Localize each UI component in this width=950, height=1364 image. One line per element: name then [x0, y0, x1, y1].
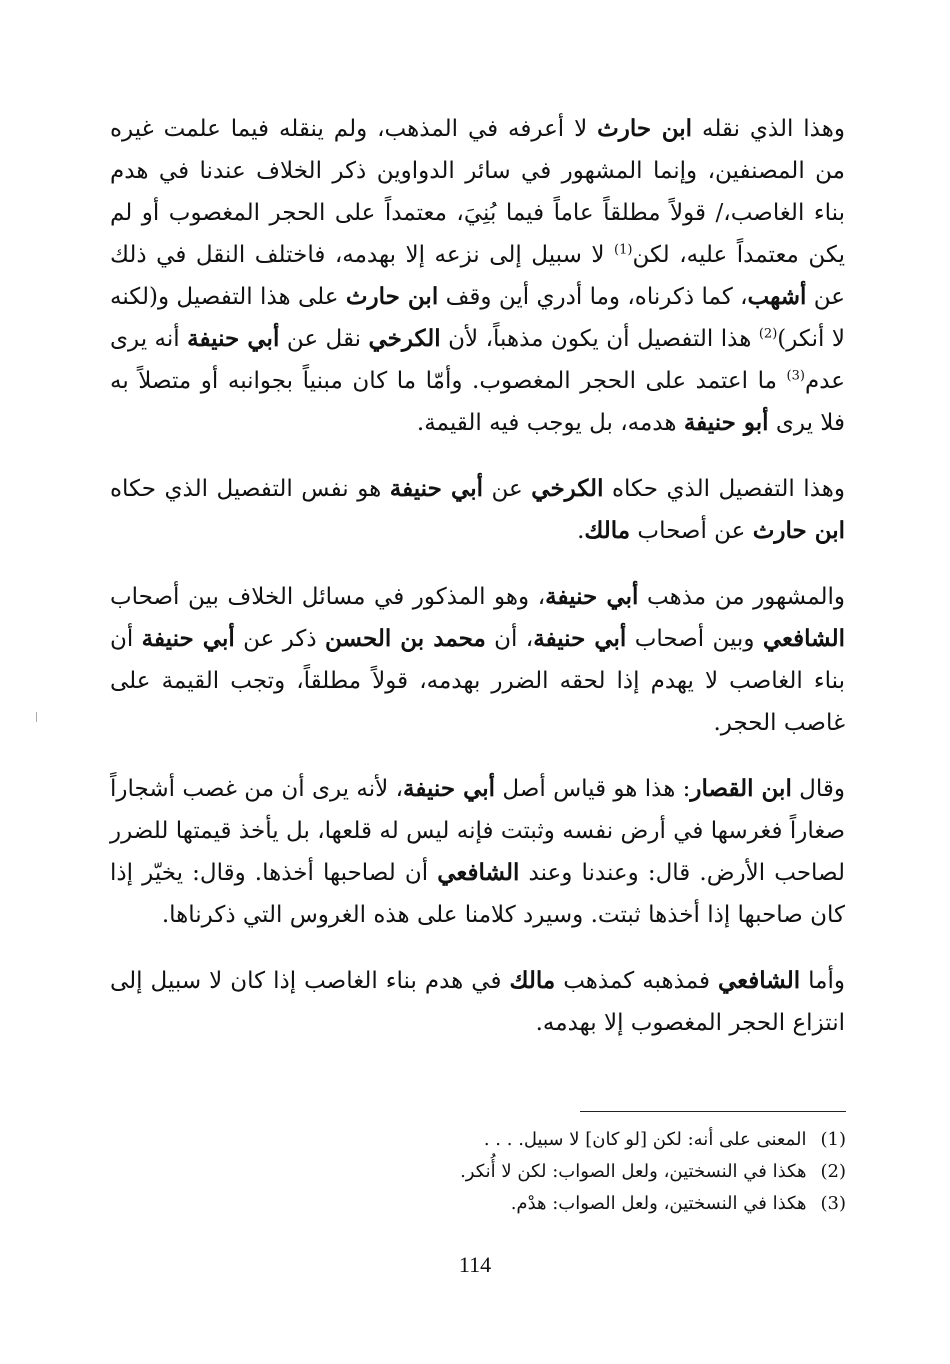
name-bold: ابن القصار [690, 775, 792, 802]
text-run: والمشهور من مذهب [638, 584, 846, 610]
footnote-ref: (1) [614, 242, 633, 258]
name-bold: مالك [509, 967, 556, 994]
text-run: وهذا التفصيل الذي حكاه [603, 476, 845, 502]
text-run: في هدم بناء الغاصب إذا كان لا سبيل إلى انتزاع الحجر المغصوب إلا بهدمه. [110, 968, 845, 1036]
footnote-ref: (3) [786, 368, 805, 384]
text-run: أن بناء الغاصب لا يهدم إذا لحقه الضرر بهدمه، قولاً مطلقاً، وتجب القيمة على غاصب الحجر. [110, 626, 845, 736]
footnotes [460, 1124, 846, 1220]
footnote-3 [460, 1188, 846, 1220]
text-run: على هذا التفصيل و(لكنه لا أنكر) [110, 284, 846, 352]
footnote-text: المعنى على أنه: لكن [لو كان] لا سبيل. . . . [483, 1129, 807, 1150]
text-run: ما اعتمد على الحجر المغصوب. وأمّا ما كان مبنياً بجوانبه أو متصلاً به فلا يرى [110, 368, 845, 436]
footnote-2 [460, 1156, 846, 1188]
paragraph [110, 468, 845, 552]
paragraph [110, 108, 845, 444]
text-run: هذا التفصيل أن يكون مذهباً، لأن [440, 326, 759, 352]
footnote-text: هكذا في النسختين، ولعل الصواب: هدْم. [510, 1193, 807, 1214]
name-bold: أبي حنيفة [187, 325, 280, 352]
text-run: ، أن [485, 626, 534, 652]
text-run: لا أعرفه في المذهب، ولم ينقله فيما علمت غيره من المصنفين، وإنما المشهور في سائر الدواوين ذكر الخلاف عندنا في هدم بناء الغاصب،/ قولاً مطلقاً عاماً فيما بُنِيَ، معتمداً على الحجر المغصوب أو لم يكن معتمداً عليه، لكن [110, 116, 845, 268]
name-bold: ابن حارث [597, 115, 693, 142]
footnote-number: (2) [820, 1161, 846, 1182]
paragraph [110, 960, 845, 1044]
name-bold: أبي حنيفة [141, 625, 235, 652]
text-run: نقل عن [279, 326, 369, 352]
text-run: هو نفس التفصيل الذي حكاه [110, 476, 390, 502]
name-bold: أبو حنيفة [683, 409, 769, 436]
text-run: : هذا هو قياس أصل [495, 776, 691, 802]
text-run: وقال [791, 776, 845, 802]
name-bold: أبي حنيفة [545, 583, 639, 610]
name-bold: محمد بن الحسن [324, 625, 486, 652]
text-run: عن [482, 476, 532, 502]
footnote-text: هكذا في النسختين، ولعل الصواب: لكن لا أُنكر. [460, 1161, 807, 1182]
text-run: ، لأنه يرى أن من غصب أشجاراً صغاراً فغرسها في أرض نفسه وثبتت فإنه ليس له قلعها، بل يأخذ قيمتها للضرر لصاحب الأرض. قال: وعندنا وعند [110, 776, 845, 886]
footnote-1 [460, 1124, 846, 1156]
name-bold: ابن حارث [345, 283, 439, 310]
text-run: فمذهبه كمذهب [555, 968, 718, 994]
footnote-number: (3) [820, 1193, 846, 1214]
name-bold: الكرخي [531, 475, 604, 502]
scan-mark [36, 712, 37, 722]
name-bold: ابن حارث [752, 517, 845, 544]
name-bold: الشافعي [762, 625, 845, 652]
page-number: 114 [458, 1252, 492, 1277]
footnote-separator [580, 1111, 846, 1112]
name-bold: أبي حنيفة [533, 625, 627, 652]
page-body [110, 108, 845, 1044]
text-run: ، كما ذكرناه، وما أدري أين وقف [438, 284, 748, 310]
text-run: وهذا الذي نقله [692, 116, 845, 142]
text-run: ذكر عن [234, 626, 325, 652]
text-run: أن لصاحبها أخذها. وقال: يخيّر إذا كان صاحبها إذا أخذها ثبتت. وسيرد كلامنا على هذه الغروس التي ذكرناها. [110, 860, 845, 928]
name-bold: أشهب [747, 283, 807, 310]
text-run: عن أصحاب [630, 518, 753, 544]
name-bold: مالك [584, 517, 631, 544]
paragraph [110, 768, 845, 936]
text-run: لا سبيل إلى نزعه إلا بهدمه، فاختلف النقل في ذلك عن [110, 242, 845, 310]
text-run: هدمه، بل يوجب فيه القيمة. [416, 410, 684, 436]
name-bold: الشافعي [437, 859, 520, 886]
footnote-number: (1) [820, 1129, 846, 1150]
name-bold: أبي حنيفة [389, 475, 483, 502]
text-run: . [577, 518, 585, 544]
text-run: ، وهو المذكور في مسائل الخلاف بين أصحاب [110, 584, 546, 610]
name-bold: الكرخي [368, 325, 441, 352]
text-run: أنه يرى عدم [110, 326, 845, 394]
paragraph [110, 576, 845, 744]
text-run: وأما [800, 968, 845, 994]
name-bold: الشافعي [717, 967, 801, 994]
footnote-ref: (2) [758, 326, 778, 342]
text-run: وبين أصحاب [626, 626, 763, 652]
name-bold: أبي حنيفة [403, 775, 496, 802]
